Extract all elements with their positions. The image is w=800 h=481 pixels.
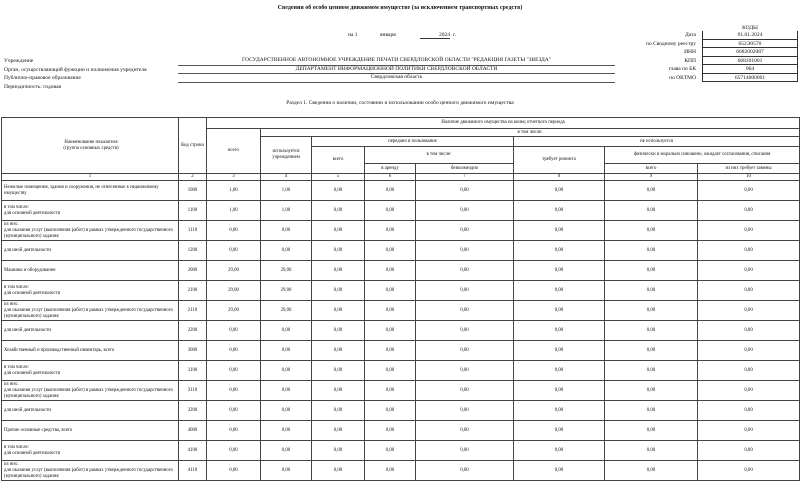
codes-box xyxy=(702,25,798,82)
code-label-bk: глава по БК xyxy=(668,66,696,72)
row-value: 0,00 xyxy=(698,461,800,481)
row-value: 0,00 xyxy=(312,441,365,461)
header-availability: Наличие движимого имущества на конец отчетного периода xyxy=(207,118,800,129)
column-number: 3 xyxy=(207,174,261,181)
row-value: 0,00 xyxy=(312,241,365,261)
row-value: 0,00 xyxy=(365,441,416,461)
column-number: 7 xyxy=(416,174,514,181)
row-value: 0,00 xyxy=(514,181,605,201)
row-value: 0,00 xyxy=(365,321,416,341)
row-value: 29,00 xyxy=(207,261,261,281)
header-total: всего xyxy=(207,129,261,174)
row-value: 0,00 xyxy=(207,361,261,381)
row-value: 0,00 xyxy=(514,241,605,261)
row-value: 0,00 xyxy=(261,461,312,481)
row-value: 0,00 xyxy=(698,281,800,301)
row-value: 0,00 xyxy=(261,381,312,401)
row-value: 0,00 xyxy=(365,201,416,221)
row-code: 3000 xyxy=(179,341,207,361)
row-value: 1,00 xyxy=(207,201,261,221)
row-code: 2100 xyxy=(179,281,207,301)
row-value: 0,00 xyxy=(698,401,800,421)
column-number: 10 xyxy=(698,174,800,181)
row-name: Машины и оборудование xyxy=(2,261,179,281)
column-number: 4 xyxy=(261,174,312,181)
row-value: 0,00 xyxy=(365,221,416,241)
row-value: 0,00 xyxy=(514,461,605,481)
row-value: 0,00 xyxy=(416,261,514,281)
row-value: 0,00 xyxy=(207,441,261,461)
row-value: 0,00 xyxy=(312,281,365,301)
table-row xyxy=(2,281,800,301)
row-value: 0,00 xyxy=(365,241,416,261)
table-row xyxy=(2,401,800,421)
row-value: 0,00 xyxy=(416,341,514,361)
header-repair: требует ремонта xyxy=(514,147,605,174)
row-value: 0,00 xyxy=(605,281,698,301)
code-bk: 064 xyxy=(702,65,798,74)
row-value: 0,00 xyxy=(365,281,416,301)
row-value: 0,00 xyxy=(514,341,605,361)
row-value: 0,00 xyxy=(605,261,698,281)
row-value: 0,00 xyxy=(514,281,605,301)
header-code: Код строки xyxy=(179,118,207,174)
row-code: 4000 xyxy=(179,421,207,441)
founder-value: ДЕПАРТАМЕНТ ИНФОРМАЦИОННОЙ ПОЛИТИКИ СВЕРДЛОВСКОЙ ОБЛАСТИ xyxy=(178,66,615,75)
row-value: 29,00 xyxy=(261,281,312,301)
row-value: 0,00 xyxy=(312,261,365,281)
row-value: 0,00 xyxy=(698,361,800,381)
org-value: ГОСУДАРСТВЕННОЕ АВТОНОМНОЕ УЧРЕЖДЕНИЕ ПЕЧАТИ СВЕРДЛОВСКОЙ ОБЛАСТИ "РЕДАКЦИЯ ГАЗЕТЫ "ЗВЕЗДА" xyxy=(178,57,615,66)
table-row xyxy=(2,241,800,261)
row-value: 0,00 xyxy=(365,401,416,421)
table-row xyxy=(2,261,800,281)
row-value: 0,00 xyxy=(261,321,312,341)
founder-label: Орган, осуществляющий функции и полномочия учредителя xyxy=(4,66,147,73)
row-name: Прочие основные средства, всего xyxy=(2,421,179,441)
section-title: Раздел 1. Сведения о наличии, состоянии и использовании особо ценного движимого имущества xyxy=(286,100,514,106)
row-value: 0,00 xyxy=(312,301,365,321)
column-number: 6 xyxy=(365,174,416,181)
row-code: 1200 xyxy=(179,241,207,261)
org-label: Учреждение xyxy=(4,58,34,64)
row-name: из них: для оказания услуг (выполнения работ) в рамках утвержденного государственного (муниципального) задания xyxy=(2,381,179,401)
table-row xyxy=(2,381,800,401)
table-row xyxy=(2,341,800,361)
row-value: 1,00 xyxy=(207,181,261,201)
row-value: 0,00 xyxy=(605,361,698,381)
row-value: 0,00 xyxy=(605,461,698,481)
header-not-used: не используется xyxy=(514,137,800,147)
row-value: 0,00 xyxy=(365,301,416,321)
row-code: 1000 xyxy=(179,181,207,201)
row-value: 0,00 xyxy=(207,381,261,401)
code-label-inn: ИНН xyxy=(684,49,696,55)
header-used: используется учреждением xyxy=(261,137,312,174)
row-value: 0,00 xyxy=(698,221,800,241)
row-value: 0,00 xyxy=(514,401,605,421)
date-year: 2024 xyxy=(420,32,450,39)
row-value: 0,00 xyxy=(416,181,514,201)
row-value: 0,00 xyxy=(605,401,698,421)
row-value: 0,00 xyxy=(416,421,514,441)
row-code: 3200 xyxy=(179,401,207,421)
row-value: 1,00 xyxy=(261,181,312,201)
table-row xyxy=(2,321,800,341)
row-value: 0,00 xyxy=(416,401,514,421)
row-value: 0,00 xyxy=(312,381,365,401)
row-name: для иной деятельности xyxy=(2,401,179,421)
row-value: 0,00 xyxy=(416,241,514,261)
row-value: 0,00 xyxy=(261,341,312,361)
column-number: 5 xyxy=(312,174,365,181)
header-worn: физически и морально изношено, ожидает согласования, списания xyxy=(605,147,800,164)
row-value: 0,00 xyxy=(416,361,514,381)
date-month: января xyxy=(380,32,396,38)
row-value: 0,00 xyxy=(312,401,365,421)
code-label-registry: по Сводному реестру xyxy=(646,40,696,47)
row-value: 0,00 xyxy=(416,301,514,321)
row-value: 0,00 xyxy=(698,241,800,261)
row-value: 0,00 xyxy=(605,341,698,361)
header-transferred-total: всего xyxy=(312,147,365,174)
row-value: 0,00 xyxy=(207,221,261,241)
row-value: 0,00 xyxy=(514,321,605,341)
row-value: 0,00 xyxy=(207,401,261,421)
header-free: безвозмездно xyxy=(416,164,514,174)
column-number: 2 xyxy=(179,174,207,181)
row-value: 0,00 xyxy=(698,421,800,441)
row-value: 0,00 xyxy=(605,201,698,221)
date-prefix: на 1 xyxy=(348,32,358,38)
row-value: 0,00 xyxy=(207,321,261,341)
row-value: 0,00 xyxy=(207,461,261,481)
row-value: 0,00 xyxy=(312,321,365,341)
public-entity-value: Свердловская область xyxy=(178,74,615,83)
public-entity-label: Публично-правовое образование xyxy=(4,75,81,81)
row-value: 0,00 xyxy=(261,441,312,461)
row-name: в том числе: для основной деятельности xyxy=(2,201,179,221)
row-value: 0,00 xyxy=(261,421,312,441)
row-value: 29,00 xyxy=(207,301,261,321)
header-transferred-including: в том числе: xyxy=(365,147,514,164)
row-code: 2000 xyxy=(179,261,207,281)
row-value: 0,00 xyxy=(698,381,800,401)
table-row xyxy=(2,181,800,201)
table-row xyxy=(2,301,800,321)
row-value: 0,00 xyxy=(698,261,800,281)
row-value: 0,00 xyxy=(605,441,698,461)
row-value: 29,00 xyxy=(207,281,261,301)
row-value: 0,00 xyxy=(514,261,605,281)
row-value: 0,00 xyxy=(416,321,514,341)
code-kpp: 668201001 xyxy=(702,57,798,66)
row-value: 0,00 xyxy=(312,341,365,361)
row-name: Нежилые помещения, здания и сооружения, не отнесенные к недвижимому имуществу xyxy=(2,181,179,201)
row-name: из них: для оказания услуг (выполнения работ) в рамках утвержденного государственного (муниципального) задания xyxy=(2,221,179,241)
row-code: 2110 xyxy=(179,301,207,321)
row-value: 0,00 xyxy=(312,461,365,481)
row-value: 0,00 xyxy=(261,361,312,381)
row-value: 0,00 xyxy=(207,341,261,361)
row-value: 0,00 xyxy=(698,321,800,341)
row-value: 0,00 xyxy=(261,401,312,421)
code-inn: 6682002087 xyxy=(702,48,798,57)
row-name: из них: для оказания услуг (выполнения работ) в рамках утвержденного государственного (муниципального) задания xyxy=(2,461,179,481)
table-row xyxy=(2,461,800,481)
row-value: 0,00 xyxy=(514,421,605,441)
code-label-date: Дата xyxy=(685,32,696,38)
row-name: в том числе: для основной деятельности xyxy=(2,281,179,301)
date-suffix: г. xyxy=(453,32,457,38)
row-code: 3100 xyxy=(179,361,207,381)
row-value: 0,00 xyxy=(698,181,800,201)
row-name: Хозяйственный и производственный инвентарь, всего xyxy=(2,341,179,361)
row-value: 0,00 xyxy=(365,261,416,281)
table-row xyxy=(2,361,800,381)
code-date: 01.01.2024 xyxy=(702,31,798,40)
row-value: 0,00 xyxy=(365,361,416,381)
column-number: 1 xyxy=(2,174,179,181)
table-row xyxy=(2,421,800,441)
code-label-kpp: КПП xyxy=(684,57,696,64)
column-number: 9 xyxy=(605,174,698,181)
row-value: 0,00 xyxy=(605,181,698,201)
row-value: 0,00 xyxy=(416,381,514,401)
row-value: 0,00 xyxy=(365,461,416,481)
row-code: 2200 xyxy=(179,321,207,341)
code-oktmo: 65714000001 xyxy=(702,74,798,83)
row-value: 0,00 xyxy=(416,201,514,221)
row-name: для иной деятельности xyxy=(2,321,179,341)
row-value: 0,00 xyxy=(698,341,800,361)
row-value: 29,00 xyxy=(261,301,312,321)
row-value: 0,00 xyxy=(514,441,605,461)
row-value: 0,00 xyxy=(261,221,312,241)
row-code: 3110 xyxy=(179,381,207,401)
row-code: 1100 xyxy=(179,201,207,221)
row-name: в том числе: для основной деятельности xyxy=(2,361,179,381)
row-name: из них: для оказания услуг (выполнения работ) в рамках утвержденного государственного (муниципального) задания xyxy=(2,301,179,321)
row-value: 0,00 xyxy=(514,301,605,321)
row-name: для иной деятельности xyxy=(2,241,179,261)
row-value: 0,00 xyxy=(698,441,800,461)
assets-table xyxy=(1,117,800,481)
row-value: 0,00 xyxy=(365,421,416,441)
row-value: 0,00 xyxy=(605,221,698,241)
row-value: 0,00 xyxy=(207,241,261,261)
row-value: 0,00 xyxy=(207,421,261,441)
row-value: 0,00 xyxy=(605,301,698,321)
periodicity-label: Периодичность: годовая xyxy=(4,83,62,90)
row-value: 0,00 xyxy=(416,221,514,241)
row-value: 0,00 xyxy=(605,421,698,441)
header-transferred: передано в пользование xyxy=(312,137,514,147)
column-number: 8 xyxy=(514,174,605,181)
row-value: 0,00 xyxy=(261,241,312,261)
row-value: 29,00 xyxy=(261,261,312,281)
header-including: в том числе: xyxy=(261,129,800,137)
row-value: 0,00 xyxy=(514,361,605,381)
form-title: Сведения об особо ценном движимом имуществе (за исключением транспортных средств) xyxy=(277,5,523,11)
row-code: 4110 xyxy=(179,461,207,481)
row-name: в том числе: для основной деятельности xyxy=(2,441,179,461)
row-value: 0,00 xyxy=(312,221,365,241)
header-worn-replace: из них требует замены xyxy=(698,164,800,174)
row-value: 0,00 xyxy=(514,201,605,221)
table-row xyxy=(2,441,800,461)
row-value: 0,00 xyxy=(698,201,800,221)
header-name: Наименование показателя (группа основных средств) xyxy=(2,118,179,174)
row-code: 4100 xyxy=(179,441,207,461)
code-label-oktmo: по ОКТМО xyxy=(669,74,696,81)
row-value: 0,00 xyxy=(312,421,365,441)
row-code: 1110 xyxy=(179,221,207,241)
row-value: 0,00 xyxy=(312,181,365,201)
header-rent: в аренду xyxy=(365,164,416,174)
row-value: 0,00 xyxy=(416,441,514,461)
row-value: 0,00 xyxy=(365,341,416,361)
row-value: 0,00 xyxy=(698,301,800,321)
row-value: 0,00 xyxy=(514,221,605,241)
row-value: 0,00 xyxy=(514,381,605,401)
row-value: 0,00 xyxy=(365,381,416,401)
code-registry: 652Э0570 xyxy=(702,40,798,49)
row-value: 0,00 xyxy=(605,241,698,261)
row-value: 0,00 xyxy=(312,361,365,381)
row-value: 0,00 xyxy=(312,201,365,221)
table-row xyxy=(2,221,800,241)
row-value: 0,00 xyxy=(416,281,514,301)
row-value: 0,00 xyxy=(605,381,698,401)
row-value: 0,00 xyxy=(416,461,514,481)
table-row xyxy=(2,201,800,221)
header-worn-total: всего xyxy=(605,164,698,174)
codes-caption: КОДЫ xyxy=(742,25,758,31)
row-value: 1,00 xyxy=(261,201,312,221)
row-value: 0,00 xyxy=(365,181,416,201)
row-value: 0,00 xyxy=(605,321,698,341)
column-numbers-row xyxy=(2,174,800,181)
